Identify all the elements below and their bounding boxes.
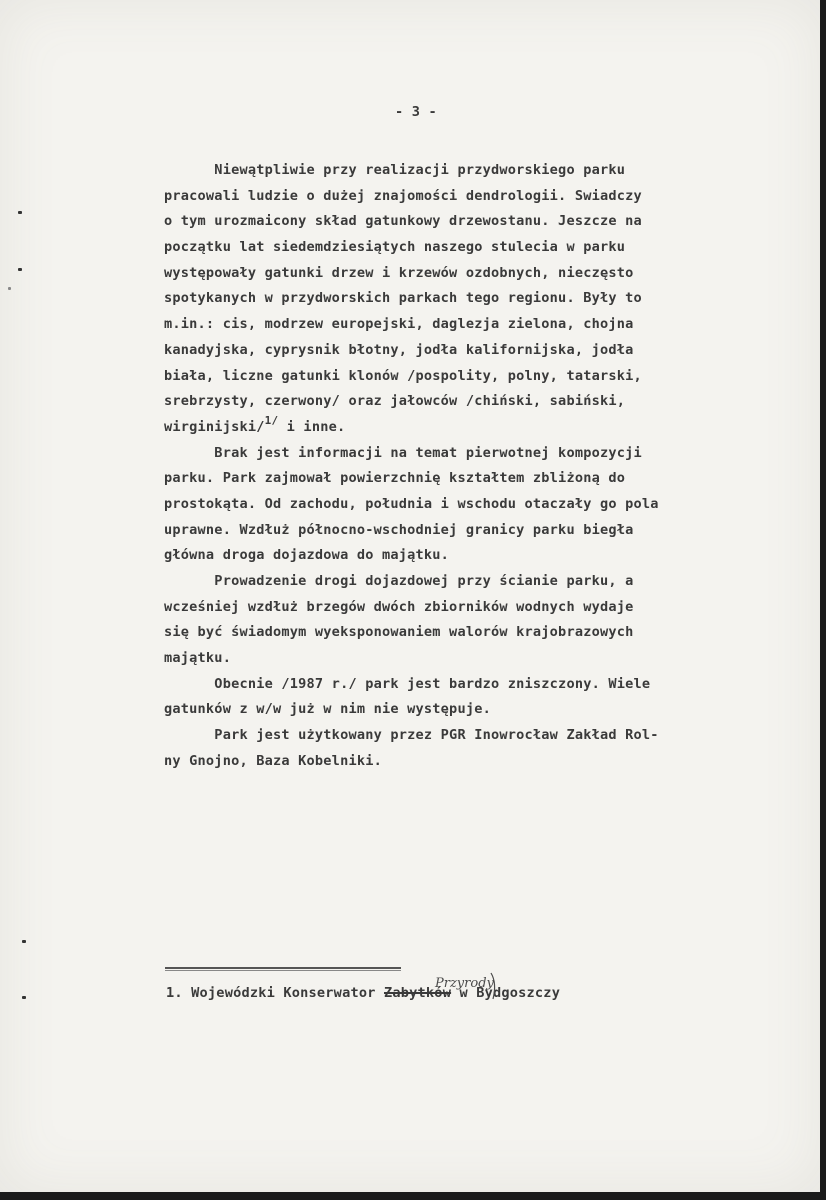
text-line: spotykanych w przydworskich parkach tego regionu. Były to — [164, 290, 642, 307]
text-line: Park jest użytkowany przez PGR Inowrocław Zakład Rol- — [164, 727, 659, 744]
text-line: główna droga dojazdowa do majątku. — [164, 547, 450, 564]
text-line: parku. Park zajmował powierzchnię kształtem zbliżoną do — [164, 470, 626, 487]
text-line: biała, liczne gatunki klonów /pospolity, polny, tatarski, — [164, 367, 642, 384]
text-line: gatunków z w/w już w nim nie występuje. — [164, 701, 491, 718]
margin-mark — [8, 287, 11, 290]
footnote-reference: 1/ — [264, 413, 279, 427]
text-fragment: i inne. — [278, 418, 346, 435]
text-line: wcześniej wzdłuż brzegów dwóch zbiorników wodnych wydaje — [164, 598, 634, 615]
text-line: m.in.: cis, modrzew europejski, daglezja zielona, chojna — [164, 316, 634, 333]
text-line: o tym urozmaicony skład gatunkowy drzewostanu. Jeszcze na — [164, 213, 642, 230]
text-line — [164, 415, 764, 441]
text-line: Brak jest informacji na temat pierwotnej kompozycji — [164, 444, 642, 461]
text-line: się być świadomym wyeksponowaniem walorów krajobrazowych — [164, 624, 634, 641]
body-text — [164, 158, 764, 775]
text-line: Obecnie /1987 r./ park jest bardzo zniszczony. Wiele — [164, 675, 651, 692]
margin-mark — [18, 211, 22, 214]
text-line: Prowadzenie drogi dojazdowej przy ścianie parku, a — [164, 573, 634, 589]
text-line: początku lat siedemdziesiątych naszego stulecia w parku — [164, 239, 626, 256]
text-line: ny Gnojno, Baza Kobelniki. — [164, 752, 382, 769]
text-line: kanadyjska, cyprysnik błotny, jodła kalifornijska, jodła — [164, 341, 634, 358]
margin-mark — [18, 268, 22, 271]
footnote-separator-underline — [165, 970, 401, 971]
text-line: majątku. — [164, 650, 232, 667]
handwritten-correction — [431, 969, 521, 1007]
text-line: występowały gatunki drzew i krzewów ozdobnych, nieczęsto — [164, 264, 634, 281]
text-fragment: wirginijski/ — [164, 418, 265, 435]
footnote-separator — [165, 967, 401, 969]
text-line: prostokąta. Od zachodu, południa i wschodu otaczały go pola — [164, 495, 659, 512]
margin-mark — [22, 996, 26, 999]
text-line: pracowali ludzie o dużej znajomości dendrologii. Swiadczy — [164, 187, 642, 204]
page-number: - 3 - — [395, 104, 437, 120]
struck-word: Zabytków — [384, 985, 452, 1001]
text-line: Niewątpliwie przy realizacji przydworskiego parku — [164, 162, 626, 178]
text-line: uprawne. Wzdłuż północno-wschodniej granicy parku biegła — [164, 521, 634, 538]
text-line: srebrzysty, czerwony/ oraz jałowców /chiński, sabiński, — [164, 393, 626, 410]
footnote-suffix: w Bydgoszczy — [451, 985, 561, 1001]
handwritten-insert-text: Przyrody — [435, 976, 494, 991]
footnote-prefix: 1. Wojewódzki Konserwator — [166, 985, 384, 1001]
margin-mark — [22, 940, 26, 943]
